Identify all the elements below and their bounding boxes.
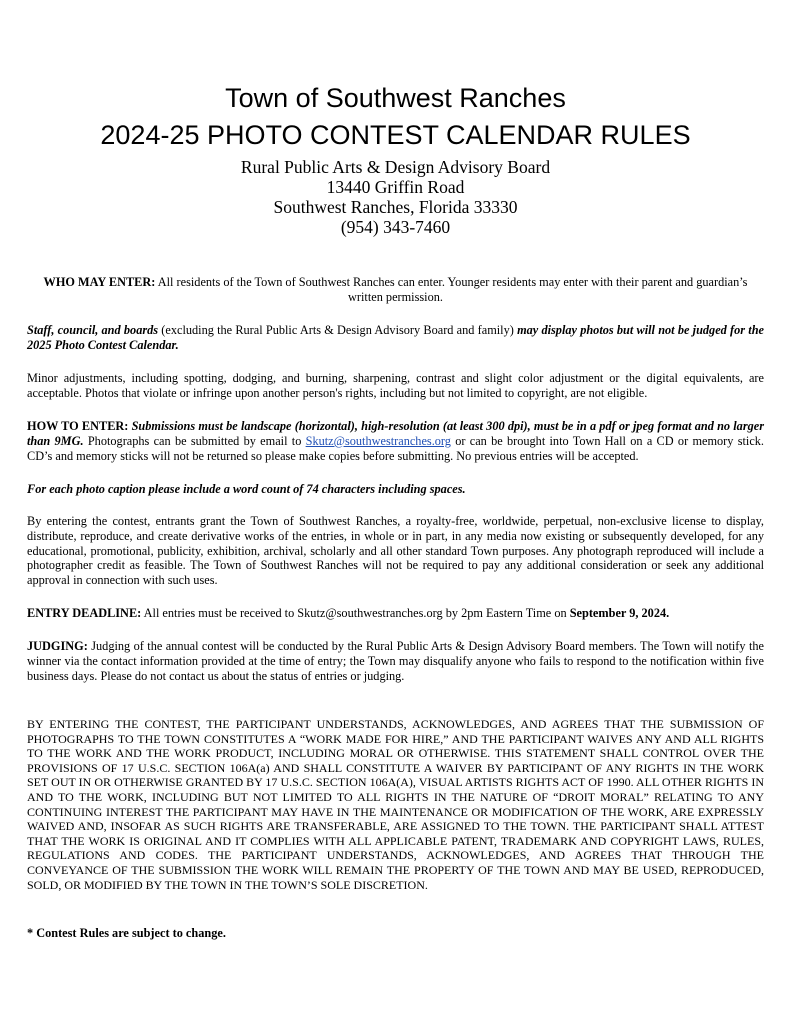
- board-name: Rural Public Arts & Design Advisory Board: [240, 157, 551, 177]
- phone-number: (954) 343-7460: [340, 217, 451, 237]
- who-may-enter-paragraph: [27, 275, 764, 305]
- how-to-enter-paragraph: [27, 419, 764, 463]
- judging-label: JUDGING:: [27, 639, 88, 653]
- judging-paragraph: [27, 639, 764, 683]
- how-to-enter-requirements: Submissions must be landscape (horizontal), high-resolution (at least 300 dpi), must be in a pdf or jpeg format and no larger than 9MG.: [27, 419, 764, 448]
- license-paragraph: By entering the contest, entrants grant the Town of Southwest Ranches, a royalty-free, worldwide, perpetual, non-exclusive license to display, distribute, reproduce, and create derivative works of the entries, in whole or in part, in any media now existing or subsequently developed, for any educational, promotional, publicity, exhibition, archival, scholarly and all other standard Town purposes. Any photograph reproduced will include a photographer credit as feasible. The Town of Southwest Ranches will not be required to pay any additional consideration or seek any additional approval in connection with such uses.: [27, 514, 764, 588]
- staff-lead: Staff, council, and boards: [27, 323, 159, 337]
- caption-paragraph: For each photo caption please include a word count of 74 characters including spaces.: [27, 482, 466, 496]
- adjustments-paragraph: Minor adjustments, including spotting, dodging, and burning, sharpening, contrast and slight color adjustment or the digital equivalents, are acceptable. Photos that violate or infringe upon another person's rights, including but not limited to copyright, are not eligible.: [27, 371, 764, 400]
- address-block: [0, 157, 791, 237]
- how-to-enter-label: HOW TO ENTER:: [27, 419, 129, 433]
- how-to-enter-text1: Photographs can be submitted by email to: [83, 433, 306, 448]
- entry-deadline-label: ENTRY DEADLINE:: [27, 606, 142, 620]
- how-to-enter-text2: or can be brought into Town Hall on a CD or memory stick. CD’s and memory sticks will not be returned so please make copies before submitting. No previous entries will be accepted.: [27, 433, 764, 463]
- staff-paragraph: [27, 323, 764, 353]
- entry-deadline-text: All entries must be received to Skutz@southwestranches.org by 2pm Eastern Time on: [141, 606, 570, 620]
- judging-text: Judging of the annual contest will be conducted by the Rural Public Arts & Design Advisory Board members. The Town will notify the winner via the contact information provided at the time of entry; the Town may disqualify anyone who fails to respond to the notification within five business days. Please do not contact us about the status of entries or judging.: [27, 639, 764, 683]
- who-may-enter-label: WHO MAY ENTER:: [43, 275, 156, 289]
- entry-deadline-date: September 9, 2024.: [569, 606, 670, 620]
- footnote: * Contest Rules are subject to change.: [27, 926, 226, 940]
- legal-waiver-paragraph: BY ENTERING THE CONTEST, THE PARTICIPANT UNDERSTANDS, ACKNOWLEDGES, AND AGREES THAT THE SUBMISSION OF PHOTOGRAPHS TO THE TOWN CONSTITUTES A “WORK MADE FOR HIRE,” AND THE PARTICIPANT WAIVES ANY AND ALL RIGHTS TO THE WORK AND THE WORK PRODUCT, INCLUDING MORAL OR OTHERWISE. THIS STATEMENT SHALL CONTROL OVER THE PROVISIONS OF 17 U.S.C. SECTION 106A(a) AND SHALL CONSTITUTE A WAIVER BY PARTICIPANT OF ANY RIGHTS IN THE WORK SET OUT IN OR OTHERWISE GRANTED BY 17 U.S.C. SECTION 106A(A), VISUAL ARTISTS RIGHTS ACT OF 1990. ALL OTHER RIGHTS IN AND TO THE WORK, INCLUDING BUT NOT LIMITED TO ALL RIGHTS IN THE NATURE OF “DROIT MORAL” RELATING TO ANY CONTINUING INTEREST THE PARTICIPANT MAY HAVE IN THE MAINTENANCE OR MODIFICATION OF THE WORK, ARE EXPRESSLY WAIVED AND, INSOFAR AS SUCH RIGHTS ARE TRANSFERABLE, ARE ASSIGNED TO THE TOWN. THE PARTICIPANT SHALL ATTEST THAT THE WORK IS ORIGINAL AND IT COMPLIES WITH ALL APPLICABLE PATENT, TRADEMARK AND COPYRIGHT LAWS, RULES, REGULATIONS AND CODES. THE PARTICIPANT UNDERSTANDS, ACKNOWLEDGES, AND AGREES THAT THROUGH THE CONVEYANCE OF THE SUBMISSION THE WORK WILL REMAIN THE PROPERTY OF THE TOWN AND MAY BE USED, REPRODUCED, SOLD, OR MODIFIED BY THE TOWN IN THE TOWN’S SOLE DISCRETION.: [27, 717, 764, 892]
- email-link[interactable]: Skutz@southwestranches.org: [305, 433, 451, 448]
- staff-tail: may display photos but will not be judged for the 2025 Photo Contest Calendar.: [27, 323, 764, 352]
- document-title-rules: 2024-25 PHOTO CONTEST CALENDAR RULES: [100, 120, 691, 150]
- staff-middle: (excluding the Rural Public Arts & Design Advisory Board and family): [158, 323, 518, 337]
- street-address: 13440 Griffin Road: [326, 177, 465, 197]
- entry-deadline-paragraph: [27, 606, 764, 621]
- who-may-enter-text: All residents of the Town of Southwest Ranches can enter. Younger residents may enter with their parent and guardian’s written permission.: [155, 275, 748, 304]
- city-state-zip: Southwest Ranches, Florida 33330: [273, 197, 518, 217]
- document-title-town: Town of Southwest Ranches: [225, 83, 566, 113]
